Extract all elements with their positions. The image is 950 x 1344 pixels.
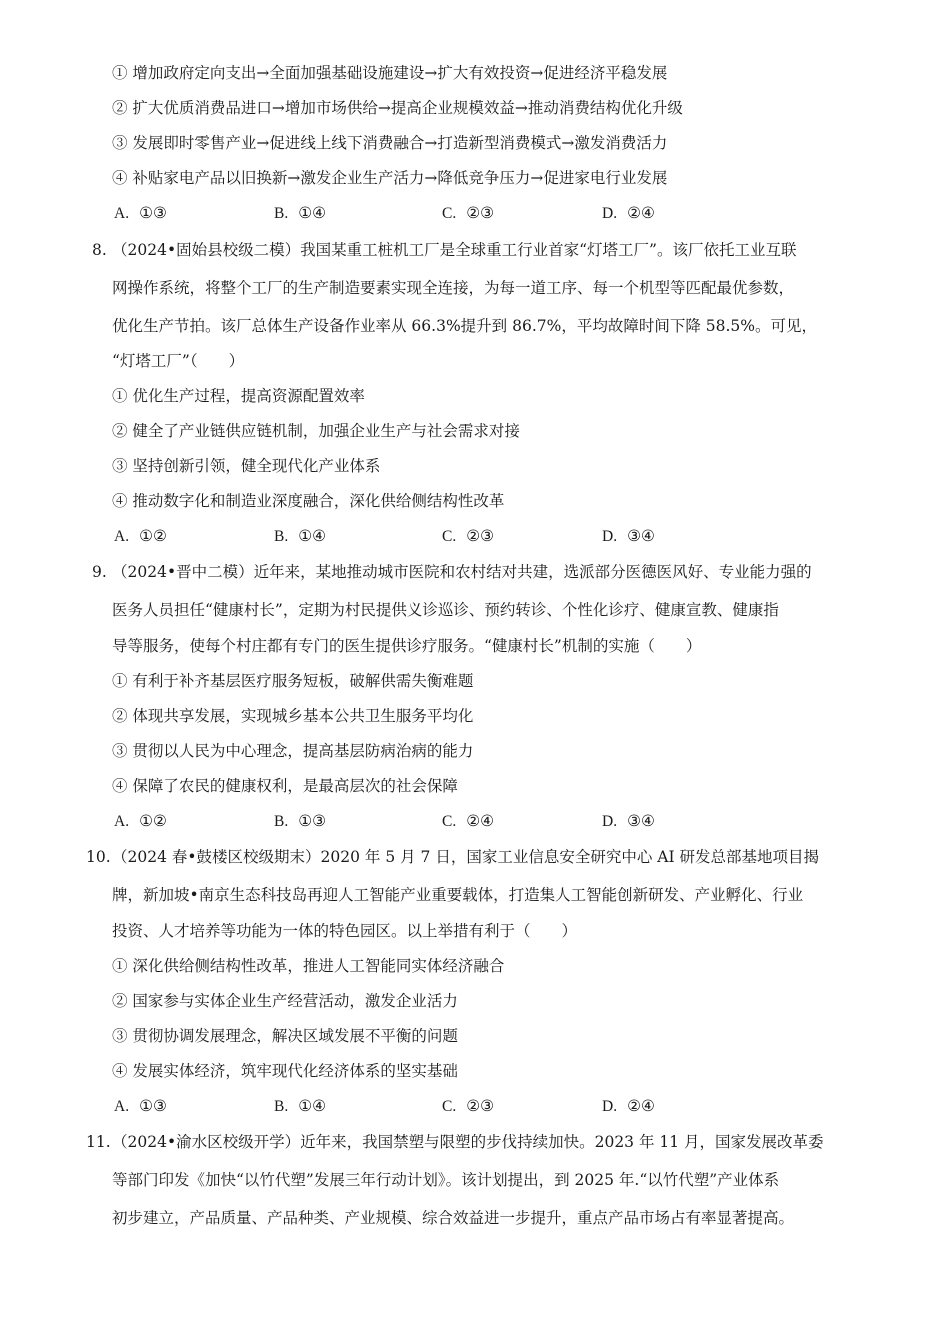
option-b[interactable]: B. ①④ xyxy=(274,204,327,222)
option-a[interactable]: A. ①② xyxy=(114,812,167,830)
statement-2: ② 扩大优质消费品进口→增加市场供给→提高企业规模效益→推动消费结构优化升级 xyxy=(112,99,683,117)
statement-4: ④ 保障了农民的健康权利，是最高层次的社会保障 xyxy=(112,777,458,795)
question-stem-line: （2024•固始县校级二模）我国某重工桩机工厂是全球重工行业首家“灯塔工厂”。该厂依托工业互联 xyxy=(112,241,797,259)
question-stem-line: 等部门印发《加快“以竹代塑”发展三年行动计划》。该计划提出，到 2025 年.“以竹代塑”产业体系 xyxy=(112,1171,780,1189)
option-b[interactable]: B. ①④ xyxy=(274,527,327,545)
statement-1: ① 增加政府定向支出→全面加强基础设施建设→扩大有效投资→促进经济平稳发展 xyxy=(112,64,668,82)
statement-1: ① 深化供给侧结构性改革，推进人工智能同实体经济融合 xyxy=(112,957,505,975)
option-b[interactable]: B. ①④ xyxy=(274,1097,327,1115)
statement-4: ④ 补贴家电产品以旧换新→激发企业生产活力→降低竞争压力→促进家电行业发展 xyxy=(112,169,668,187)
question-stem-line: （2024 春•鼓楼区校级期末）2020 年 5 月 7 日，国家工业信息安全研究中心 AI 研发总部基地项目揭 xyxy=(112,848,819,866)
statement-2: ② 国家参与实体企业生产经营活动，激发企业活力 xyxy=(112,992,458,1010)
answer-options xyxy=(112,203,812,223)
question-stem-line: （2024•晋中二模）近年来，某地推动城市医院和农村结对共建，选派部分医德医风好、专业能力强的 xyxy=(112,563,812,581)
question-stem-line: 医务人员担任“健康村长”，定期为村民提供义诊巡诊、预约转诊、个性化诊疗、健康宣教、健康指 xyxy=(112,601,779,619)
question-number: 11. xyxy=(86,1133,111,1151)
statement-3: ③ 贯彻协调发展理念，解决区域发展不平衡的问题 xyxy=(112,1027,458,1045)
question-number: 10. xyxy=(86,848,111,866)
statement-3: ③ 坚持创新引领，健全现代化产业体系 xyxy=(112,457,381,475)
question-stem-line: 导等服务，使每个村庄都有专门的医生提供诊疗服务。“健康村长”机制的实施（ ） xyxy=(112,637,702,655)
answer-options xyxy=(112,526,812,546)
answer-options xyxy=(112,1096,812,1116)
option-c[interactable]: C. ②③ xyxy=(442,204,495,222)
question-stem-line: “灯塔工厂”（ ） xyxy=(112,352,245,370)
option-d[interactable]: D. ③④ xyxy=(602,527,655,545)
question-stem-line: 投资、人才培养等功能为一体的特色园区。以上举措有利于（ ） xyxy=(112,922,578,940)
statement-1: ① 有利于补齐基层医疗服务短板，破解供需失衡难题 xyxy=(112,672,474,690)
question-stem-line: 优化生产节拍。该厂总体生产设备作业率从 66.3%提升到 86.7%，平均故障时间下降 58.5%。可见， xyxy=(112,317,818,335)
option-c[interactable]: C. ②③ xyxy=(442,527,495,545)
statement-2: ② 体现共享发展，实现城乡基本公共卫生服务平均化 xyxy=(112,707,474,725)
statement-2: ② 健全了产业链供应链机制，加强企业生产与社会需求对接 xyxy=(112,422,520,440)
option-a[interactable]: A. ①③ xyxy=(114,1097,167,1115)
option-c[interactable]: C. ②③ xyxy=(442,1097,495,1115)
statement-1: ① 优化生产过程，提高资源配置效率 xyxy=(112,387,365,405)
question-number: 8. xyxy=(92,241,107,259)
question-stem-line: 牌，新加坡•南京生态科技岛再迎人工智能产业重要载体，打造集人工智能创新研发、产业孵化、行业 xyxy=(112,886,804,904)
option-a[interactable]: A. ①③ xyxy=(114,204,167,222)
question-number: 9. xyxy=(92,563,107,581)
answer-options xyxy=(112,811,812,831)
option-d[interactable]: D. ③④ xyxy=(602,812,655,830)
question-stem-line: 初步建立，产品质量、产品种类、产业规模、综合效益进一步提升，重点产品市场占有率显著提高。 xyxy=(112,1209,795,1227)
statement-4: ④ 推动数字化和制造业深度融合，深化供给侧结构性改革 xyxy=(112,492,505,510)
statement-4: ④ 发展实体经济，筑牢现代化经济体系的坚实基础 xyxy=(112,1062,458,1080)
statement-3: ③ 发展即时零售产业→促进线上线下消费融合→打造新型消费模式→激发消费活力 xyxy=(112,134,668,152)
question-stem-line: 网操作系统，将整个工厂的生产制造要素实现全连接，为每一道工序、每一个机型等匹配最优参数， xyxy=(112,279,795,297)
option-c[interactable]: C. ②④ xyxy=(442,812,495,830)
question-stem-line: （2024•渝水区校级开学）近年来，我国禁塑与限塑的步伐持续加快。2023 年 11 月，国家发展改革委 xyxy=(112,1133,824,1151)
option-b[interactable]: B. ①③ xyxy=(274,812,327,830)
option-a[interactable]: A. ①② xyxy=(114,527,167,545)
option-d[interactable]: D. ②④ xyxy=(602,204,655,222)
option-d[interactable]: D. ②④ xyxy=(602,1097,655,1115)
statement-3: ③ 贯彻以人民为中心理念，提高基层防病治病的能力 xyxy=(112,742,474,760)
